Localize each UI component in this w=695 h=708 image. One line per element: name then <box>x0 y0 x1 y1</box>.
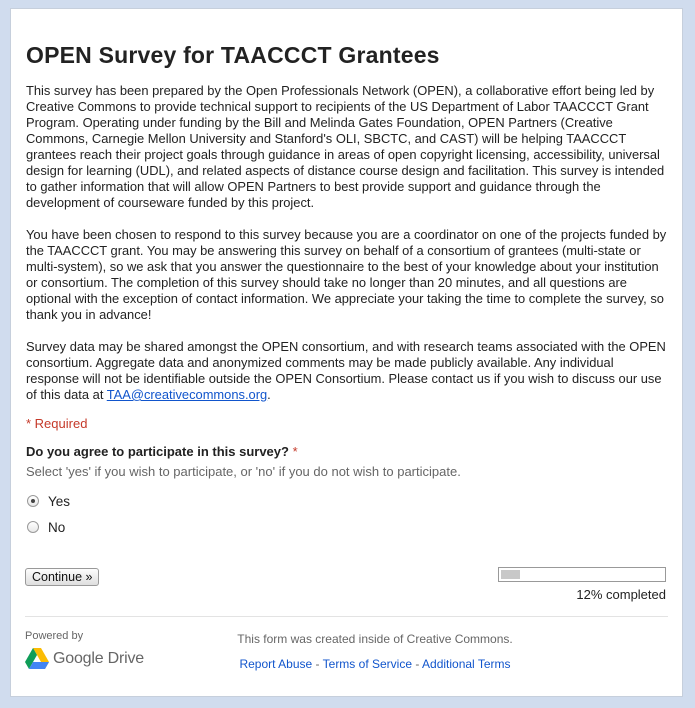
radio-no[interactable] <box>27 521 39 533</box>
description-paragraph-3 <box>26 339 667 403</box>
created-by-text: This form was created inside of Creative Commons. <box>237 632 513 646</box>
form-title: OPEN Survey for TAACCCT Grantees <box>26 42 440 68</box>
description-paragraph-2: You have been chosen to respond to this survey because you are a coordinator on one of the projects funded by the TAACCCT grant. You may be answering this survey on behalf of a consortium of grantees (multi-state or multi-system), so we ask that you answer the questionnaire to the best of your knowledge about your institution or consortium. The completion of this survey should take no longer than 20 minutes, and all questions are optional with the exception of contact information. We appreciate your taking the time to complete the survey, so thank you in advance! <box>26 227 667 322</box>
footer-links <box>215 657 535 671</box>
progress-bar <box>498 567 666 582</box>
progress-fill <box>501 570 520 579</box>
option-yes-label: Yes <box>48 493 71 509</box>
description-paragraph-3-end: . <box>267 387 271 402</box>
description-paragraph-1: This survey has been prepared by the Open Professionals Network (OPEN), a collaborative effort being led by Creative Commons to provide technical support to recipients of the US Department of Labor TAACCCT Grant Program. Operating under funding by the Bill and Melinda Gates Foundation, OPEN Partners (Creative Commons, Carnegie Mellon University and Stanford's OLI, SBCTC, and CAST) will be helping TAACCCT grantees reach their project goals through guidance in areas of open copyright licensing, accessibility, universal design for learning (UDL), and related aspects of distance course design and facilitation. This survey is intended to gather information that will allow OPEN Partners to best provide support and guidance through the development of courseware funded by this project. <box>26 83 665 210</box>
contact-email-link[interactable]: TAA@creativecommons.org <box>106 387 268 402</box>
navigation-row <box>25 567 668 607</box>
google-drive-logo[interactable] <box>25 648 144 669</box>
required-note: * Required <box>26 416 88 431</box>
option-no-label: No <box>48 519 66 535</box>
google-drive-icon <box>25 648 49 669</box>
link-separator: - <box>312 657 323 671</box>
report-abuse-link[interactable]: Report Abuse <box>239 657 313 671</box>
powered-by-text: Powered by <box>25 630 84 642</box>
description-paragraph-3-text: Survey data may be shared amongst the OPEN consortium, and with research teams associated with the OPEN consortium. Aggregate data and anonymized comments may be made publicly available. Any individual response will not be identifiable outside the OPEN Consortium. Please contact us if you wish to discuss our use of this data at <box>26 339 666 402</box>
question-title <box>26 444 667 459</box>
powered-by-block <box>25 630 144 669</box>
option-no[interactable] <box>26 514 667 540</box>
radio-yes[interactable] <box>27 495 39 507</box>
footer-info <box>215 632 535 671</box>
google-drive-label: Google Drive <box>53 649 144 667</box>
progress-text: 12% completed <box>576 587 666 602</box>
additional-terms-link[interactable]: Additional Terms <box>422 657 511 671</box>
question-help-text: Select 'yes' if you wish to participate, or 'no' if you do not wish to participate. <box>26 464 461 479</box>
answer-options <box>26 488 667 540</box>
terms-of-service-link[interactable]: Terms of Service <box>322 657 412 671</box>
continue-button[interactable]: Continue » <box>25 568 99 586</box>
form-description <box>26 83 667 403</box>
link-separator: - <box>412 657 423 671</box>
question-title-text: Do you agree to participate in this survey? <box>26 444 289 459</box>
footer-divider <box>25 616 668 617</box>
required-mark: * <box>292 444 298 459</box>
progress-indicator <box>498 567 666 602</box>
option-yes[interactable] <box>26 488 667 514</box>
